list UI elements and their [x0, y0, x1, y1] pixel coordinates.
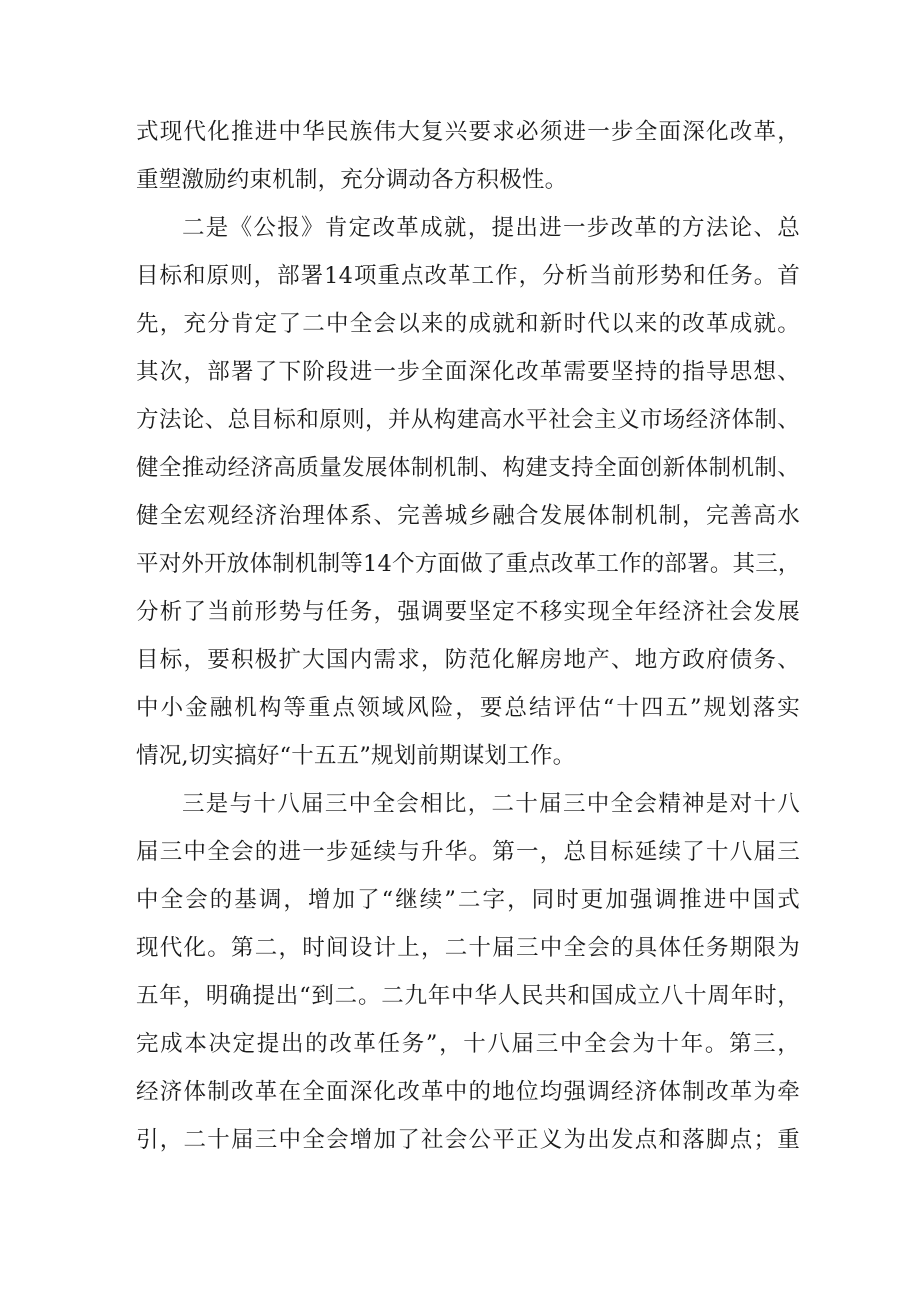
paragraph-line: 情况,切实搞好“十五五”规划前期谋划工作。: [136, 743, 576, 769]
paragraph-line: 中全会的基调，增加了“继续”二字，同时更加强调推进中国式: [136, 887, 800, 913]
paragraph-line: 平对外开放体制机制等14个方面做了重点改革工作的部署。其三，: [136, 551, 801, 577]
paragraph-line: 中小金融机构等重点领域风险，要总结评估“十四五”规划落实: [136, 695, 800, 721]
paragraph-3: [136, 780, 800, 1164]
paragraph-2: [136, 204, 800, 780]
paragraph-line: 健全宏观经济治理体系、完善城乡融合发展体制机制，完善高水: [136, 503, 800, 529]
paragraph-line: 经济体制改革在全面深化改革中的地位均强调经济体制改革为牵: [136, 1079, 800, 1105]
paragraph-line: 二是《公报》肯定改革成就，提出进一步改革的方法论、总: [182, 215, 800, 241]
paragraph-line: 式现代化推进中华民族伟大复兴要求必须进一步全面深化改革，: [136, 119, 800, 145]
paragraph-line: 届三中全会的进一步延续与升华。第一，总目标延续了十八届三: [136, 839, 800, 865]
paragraph-line: 引，二十届三中全会增加了社会公平正义为出发点和落脚点；重: [136, 1127, 800, 1153]
paragraph-line: 重塑激励约束机制，充分调动各方积极性。: [136, 167, 568, 193]
paragraph-line: 目标和原则，部署14项重点改革工作，分析当前形势和任务。首: [136, 263, 800, 289]
paragraph-line: 现代化。第二，时间设计上，二十届三中全会的具体任务期限为: [136, 935, 800, 961]
paragraph-line: 方法论、总目标和原则，并从构建高水平社会主义市场经济体制、: [136, 407, 800, 433]
paragraph-line: 分析了当前形势与任务，强调要坚定不移实现全年经济社会发展: [136, 599, 800, 625]
paragraph-1: [136, 108, 800, 204]
paragraph-line: 目标，要积极扩大国内需求，防范化解房地产、地方政府债务、: [136, 647, 800, 673]
paragraph-line: 健全推动经济高质量发展体制机制、构建支持全面创新体制机制、: [136, 455, 800, 481]
paragraph-line: 先，充分肯定了二中全会以来的成就和新时代以来的改革成就。: [136, 311, 800, 337]
paragraph-line: 完成本决定提出的改革任务”，十八届三中全会为十年。第三，: [136, 1031, 800, 1057]
paragraph-line: 三是与十八届三中全会相比，二十届三中全会精神是对十八: [182, 791, 800, 817]
document-body: [136, 108, 800, 1164]
paragraph-line: 五年，明确提出“到二。二九年中华人民共和国成立八十周年时，: [136, 983, 800, 1009]
paragraph-line: 其次，部署了下阶段进一步全面深化改革需要坚持的指导思想、: [136, 359, 800, 385]
